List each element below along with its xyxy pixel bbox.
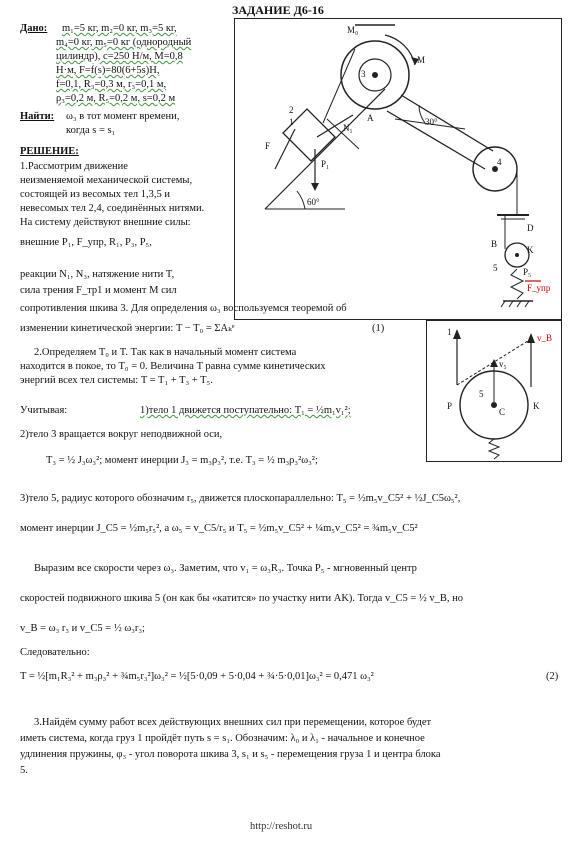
solution-text: сопротивления шкива 3. Для определения ω₃ воспользуемся теоремой об: [20, 303, 347, 314]
figure-label: A: [367, 113, 374, 123]
footer-url[interactable]: http://reshot.ru: [250, 821, 313, 832]
solution-text: 1.Рассмотрим движение: [20, 161, 128, 172]
figure-label: K: [527, 245, 534, 255]
solution-text: Учитывая:: [20, 405, 68, 416]
pulley-drawing: [427, 321, 561, 461]
figure-label: D: [527, 223, 534, 233]
solution-text: находится в покое, то T₀ = 0. Величина T равна сумме кинетических: [20, 361, 326, 372]
solution-text: внешние P₁, F_упр, R₁, P₃, P₅,: [20, 237, 152, 248]
pulley-figure: [426, 320, 562, 462]
solution-text: 2)тело 3 вращается вокруг неподвижной оси,: [20, 429, 223, 440]
solution-label: РЕШЕНИЕ:: [20, 146, 79, 157]
solution-text: состоящей из весомых тел 1,3,5 и: [20, 189, 171, 200]
solution-text: скоростей подвижного шкива 5 (он как бы «катится» по участку нити AK). Тогда v_C5 = ½ v_B, но: [20, 593, 463, 604]
given-line: цилиндр), c=250 Н/м, M=0,8: [56, 51, 183, 62]
figure-label: N₁: [343, 123, 353, 133]
solution-text: реакции N₁, N₃, натяжение нити T,: [20, 269, 175, 280]
find-line: ω₃ в тот момент времени,: [66, 111, 180, 122]
figure-label: 3: [361, 69, 366, 79]
mechanism-drawing: [235, 19, 561, 319]
figure-label: P: [447, 401, 453, 411]
solution-text: невесомых тел 2,4, соединённых нитями.: [20, 203, 205, 214]
figure-label: 1: [447, 327, 452, 337]
figure-label: 1: [289, 117, 294, 127]
figure-label: F_упр: [527, 283, 551, 293]
equation-number: (1): [372, 323, 385, 334]
solution-text: иметь система, когда груз 1 пройдёт путь s = s₁. Обозначим: λ₀ и λ₁ - начальное и конечное: [20, 733, 425, 744]
theorem-text: изменении кинетической энергии: T − T₀ = ΣAₖᵉ: [20, 323, 235, 334]
equation-number: (2): [546, 671, 559, 682]
solution-text: 3.Найдём сумму работ всех действующих внешних сил при перемещении, которое будет: [34, 717, 432, 728]
solution-text: 2.Определяем T₀ и T. Так как в начальный момент система: [34, 347, 297, 358]
solution-text: Следовательно:: [20, 647, 90, 658]
solution-text: энергий всех тел системы: T = T₁ + T₃ + T₅.: [20, 375, 213, 386]
solution-text: неизменяемой механической системы,: [20, 175, 193, 186]
solution-text: Выразим все скорости через ω₃. Заметим, что v₁ = ω₃R₃. Точка P₅ - мгновенный центр: [34, 563, 417, 574]
figure-label: 2: [289, 105, 294, 115]
given-line: f=0,1, R₃=0,3 м, r₃=0,1 м,: [56, 79, 167, 90]
figure-label: 30°: [425, 117, 438, 127]
figure-label: B: [491, 239, 498, 249]
given-line: ρ₃=0,2 м, R₅=0,2 м, s=0,2 м: [56, 93, 176, 104]
given-line: m₄=0 кг, m₅=0 кг (однородный: [56, 37, 192, 48]
solution-text: v_B = ω₃ r₃ и v_C5 = ½ ω₃r₃;: [20, 623, 145, 634]
page-title: ЗАДАНИЕ Д6-16: [232, 3, 324, 17]
given-line: m₁=5 кг, m₂=0 кг, m₃=5 кг,: [62, 23, 177, 34]
equation: T = ½[m₁R₃² + m₃ρ₃² + ¾m₅r₃²]ω₃² = ½[5·0,09 + 5·0,04 + ¾·5·0,01]ω₃² = 0,471 ω₃²: [20, 671, 374, 682]
figure-label: K: [533, 401, 540, 411]
solution-text: удлинения пружины, φ₃ - угол поворота шкива 3, s₁ и s₅ - перемещения груза 1 и центра блока: [20, 749, 441, 760]
figure-label: C: [499, 407, 506, 417]
figure-label: 60°: [307, 197, 320, 207]
figure-label: 4: [497, 157, 502, 167]
figure-label: P₁: [321, 159, 330, 169]
given-line: Н·м, F=f(s)=80(6+5s)Н,: [56, 65, 160, 76]
equation: момент инерции J_C5 = ½m₅r₅², a ω₅ = v_C5/r₅ и T₅ = ½m₅v_C5² + ¼m₅v_C5² = ¾m₅v_C5²: [20, 523, 418, 534]
equation: T₃ = ½ J₃ω₃²; момент инерции J₃ = m₃ρ₃², т.е. T₃ = ½ m₃ρ₃²ω₃²;: [46, 455, 318, 466]
find-label: Найти:: [20, 111, 55, 122]
figure-label: 5: [493, 263, 498, 273]
figure-label: v_B: [537, 333, 553, 343]
solution-text: 1)тело 1 движется поступательно: T₁ = ½m₁v₁²;: [140, 405, 351, 416]
figure-label: 5: [479, 389, 484, 399]
given-label: Дано:: [20, 23, 48, 34]
solution-text: 3)тело 5, радиус которого обозначим r₅, движется плоскопараллельно: T₅ = ½m₅v_C5² + ½J_C5ω₅²,: [20, 493, 461, 504]
figure-label: v₅: [499, 359, 507, 369]
solution-text: сила трения F_тр1 и момент M сил: [20, 285, 177, 296]
solution-text: На систему действуют внешние силы:: [20, 217, 191, 228]
figure-label: P₅: [523, 267, 532, 277]
mechanism-figure: [234, 18, 562, 320]
find-line: когда s = s₁: [66, 125, 116, 136]
figure-label: M₀: [347, 25, 359, 35]
figure-label: F: [265, 141, 271, 151]
figure-label: M: [417, 55, 426, 65]
solution-text: 5.: [20, 765, 28, 776]
